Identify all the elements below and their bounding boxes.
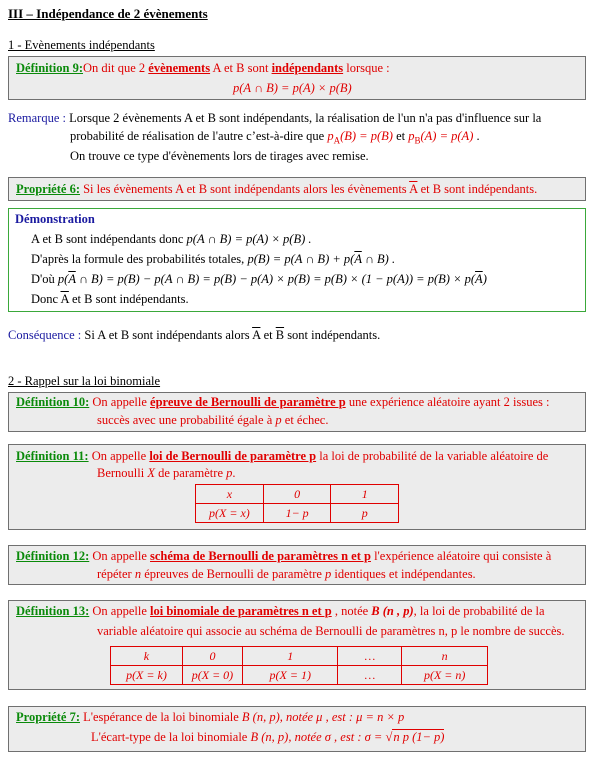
property-7-box [8,706,586,752]
demonstration-line4: Donc $\overline{A}$ et B sont indépendants. [31,292,189,306]
definition-12-label: Définition 12: [16,549,90,563]
demonstration-box [8,208,586,312]
sqrt-symbol: √ [385,730,393,744]
definition-11-line2: Bernoulli X de paramètre p. [97,466,236,480]
definition-13-label: Définition 13: [16,604,90,618]
definition-13-line2: variable aléatoire qui associe au schéma de Bernoulli de paramètres n, p le nombre de succès. [97,624,565,638]
demonstration-line1: A et B sont indépendants donc p(A ∩ B) = p(A) × p(B) . [31,232,312,246]
section-title: III – Indépendance de 2 évènements [8,6,208,21]
definition-12-line1: Définition 12: On appelle schéma de Bernoulli de paramètres n et p l'expérience aléatoire qui consiste à [16,549,552,563]
definition-10-box [8,392,586,432]
consequence-label: Conséquence : [8,328,82,342]
property-7-line1: Propriété 7: L'espérance de la loi binomiale B (n, p), notée μ , est : μ = n × p [16,710,405,724]
definition-13-line1: Définition 13: On appelle loi binomiale de paramètres n et p , notée B (n , p), la loi de probabilité de la [16,604,545,618]
definition-9-box [8,56,586,100]
remark-label: Remarque : [8,111,66,125]
bernoulli-table [195,484,399,523]
definition-12-line2: répéter n épreuves de Bernoulli de paramètre p identiques et indépendantes. [97,567,476,581]
remark-line1: Remarque : Lorsque 2 évènements A et B sont indépendants, la réalisation de l'un n'a pas d'influence sur la [8,111,542,125]
subsection-title-1: 1 - Evènements indépendants [8,38,155,52]
definition-10-line1: Définition 10: On appelle épreuve de Bernoulli de paramètre p une expérience aléatoire ayant 2 issues : [16,395,550,409]
definition-10-label: Définition 10: [16,395,90,409]
table-row: k 0 1 … n [111,647,488,666]
definition-9-formula: p(A ∩ B) = p(A) × p(B) [233,81,352,95]
sqrt-radicand: n p (1− p) [393,730,445,744]
definition-11-box [8,444,586,530]
property-6-label: Propriété 6: [16,182,80,196]
definition-13-box [8,600,586,690]
definition-10-line2: succès avec une probabilité égale à p et échec. [97,413,329,427]
property-6-text: Propriété 6: Si les évènements A et B sont indépendants alors les évènements $\overline{A}$ et B sont indépendants. [16,182,538,196]
definition-12-box [8,545,586,585]
property-7-line2: L'écart-type de la loi binomiale B (n, p), notée σ , est : σ = √n p (1− p) [91,730,445,744]
remark-line3: On trouve ce type d'évènements lors de tirages avec remise. [70,149,369,163]
definition-11-line1: Définition 11: On appelle loi de Bernoulli de paramètre p la loi de probabilité de la variable aléatoire de [16,449,549,463]
subsection-title-2: 2 - Rappel sur la loi binomiale [8,374,161,388]
property-6-box [8,177,586,201]
binomial-table [110,646,488,685]
demonstration-title: Démonstration [15,212,95,226]
table-row: p(X = x) 1− p p [196,504,399,523]
table-row: p(X = k) p(X = 0) p(X = 1) … p(X = n) [111,666,488,685]
table-row: x 0 1 [196,485,399,504]
property-7-label: Propriété 7: [16,710,80,724]
demonstration-line3: D'où $p(\overline{A}$ ∩ B) = p(B) − p(A ∩ $B) = p(B) - p(A) \times p(B) = p(B) \times (1 - p(A)) = p(B) \times p(\overline{A})$ [31,272,487,286]
consequence-line: Conséquence : Si A et B sont indépendants alors $\overline{A}$ et $\overline{B}$ sont indépendants. [8,328,381,342]
definition-9-label: Définition 9: [16,61,84,75]
demonstration-line2: D'après la formule des probabilités totales, p(B) = p(A ∩ $B) + p(\overline{A}$ ∩ B) . [31,252,396,266]
remark-line2: probabilité de réalisation de l'autre c’est-à-dire que $p_A(B) = p(B)$ et $p_B(A) = p(A)$ . [70,129,480,146]
definition-9-line1: Définition 9:On dit que 2 évènements A et B sont indépendants lorsque : [16,61,390,75]
definition-11-label: Définition 11: [16,449,89,463]
